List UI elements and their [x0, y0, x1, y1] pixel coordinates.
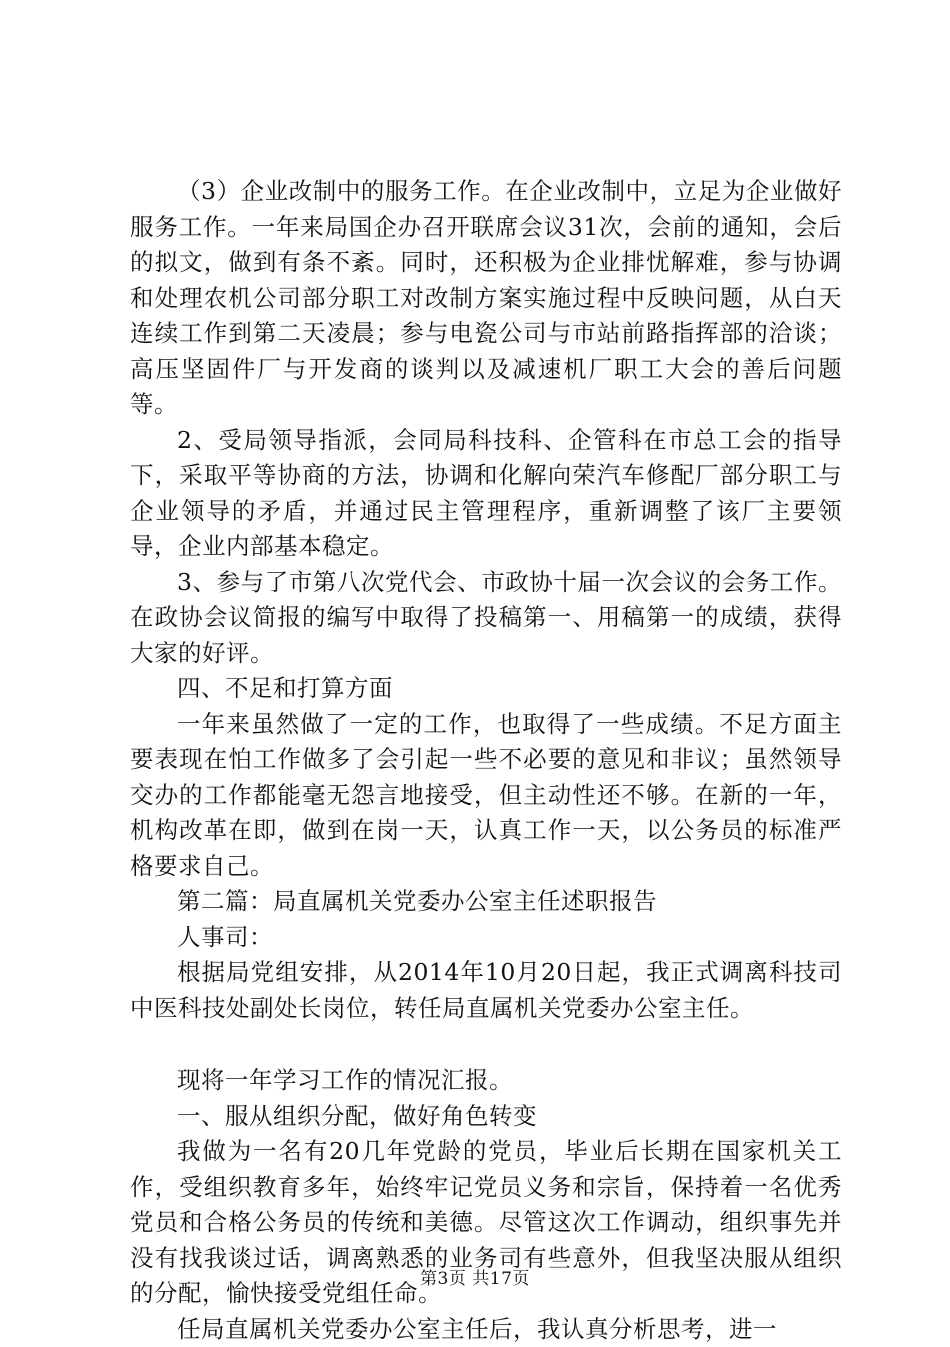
paragraph-party-member: 我做为一名有20几年党龄的党员，毕业后长期在国家机关工作，受组织教育多年，始终牢记党员义务和宗旨，保持着一名优秀党员和合格公务员的传统和美德。尽管这次工作调动，组织事先并没有找我谈过话，调离熟悉的业务司有些意外，但我坚决服从组织的分配，愉快接受党组任命。	[130, 1134, 842, 1312]
salutation: 人事司：	[130, 920, 842, 956]
paragraph-mediation: 2、受局领导指派，会同局科技科、企管科在市总工会的指导下，采取平等协商的方法，协调和化解向荣汽车修配厂部分职工与企业领导的矛盾，并通过民主管理程序，重新调整了该厂主要领导，企业内部基本稳定。	[130, 423, 842, 565]
section-heading-obey-organization: 一、服从组织分配，做好角色转变	[130, 1099, 842, 1135]
document-body	[130, 174, 842, 1347]
paragraph-service-work: （3）企业改制中的服务工作。在企业改制中，立足为企业做好服务工作。一年来局国企办召开联席会议31次，会前的通知，会后的拟文，做到有条不紊。同时，还积极为企业排忧解难，参与协调和处理农机公司部分职工对改制方案实施过程中反映问题，从白天连续工作到第二天凌晨；参与电瓷公司与市站前路指挥部的洽谈；高压坚固件厂与开发商的谈判以及减速机厂职工大会的善后问题等。	[130, 174, 842, 423]
paragraph-report-intro: 现将一年学习工作的情况汇报。	[130, 1063, 842, 1099]
page-number-footer: 第3页 共17页	[0, 1268, 950, 1290]
section-heading-part-two: 第二篇：局直属机关党委办公室主任述职报告	[130, 884, 842, 920]
paragraph-transfer: 根据局党组安排，从2014年10月20日起，我正式调离科技司中医科技处副处长岗位，转任局直属机关党委办公室主任。	[130, 955, 842, 1026]
paragraph-continued: 任局直属机关党委办公室主任后，我认真分析思考，进一	[130, 1312, 842, 1347]
paragraph-shortcomings: 一年来虽然做了一定的工作，也取得了一些成绩。不足方面主要表现在怕工作做多了会引起一些不必要的意见和非议；虽然领导交办的工作都能毫无怨言地接受，但主动性还不够。在新的一年，机构改革在即，做到在岗一天，认真工作一天，以公务员的标准严格要求自己。	[130, 707, 842, 885]
paragraph-conference: 3、参与了市第八次党代会、市政协十届一次会议的会务工作。在政协会议简报的编写中取得了投稿第一、用稿第一的成绩，获得大家的好评。	[130, 565, 842, 672]
section-heading-shortcomings: 四、不足和打算方面	[130, 671, 842, 707]
